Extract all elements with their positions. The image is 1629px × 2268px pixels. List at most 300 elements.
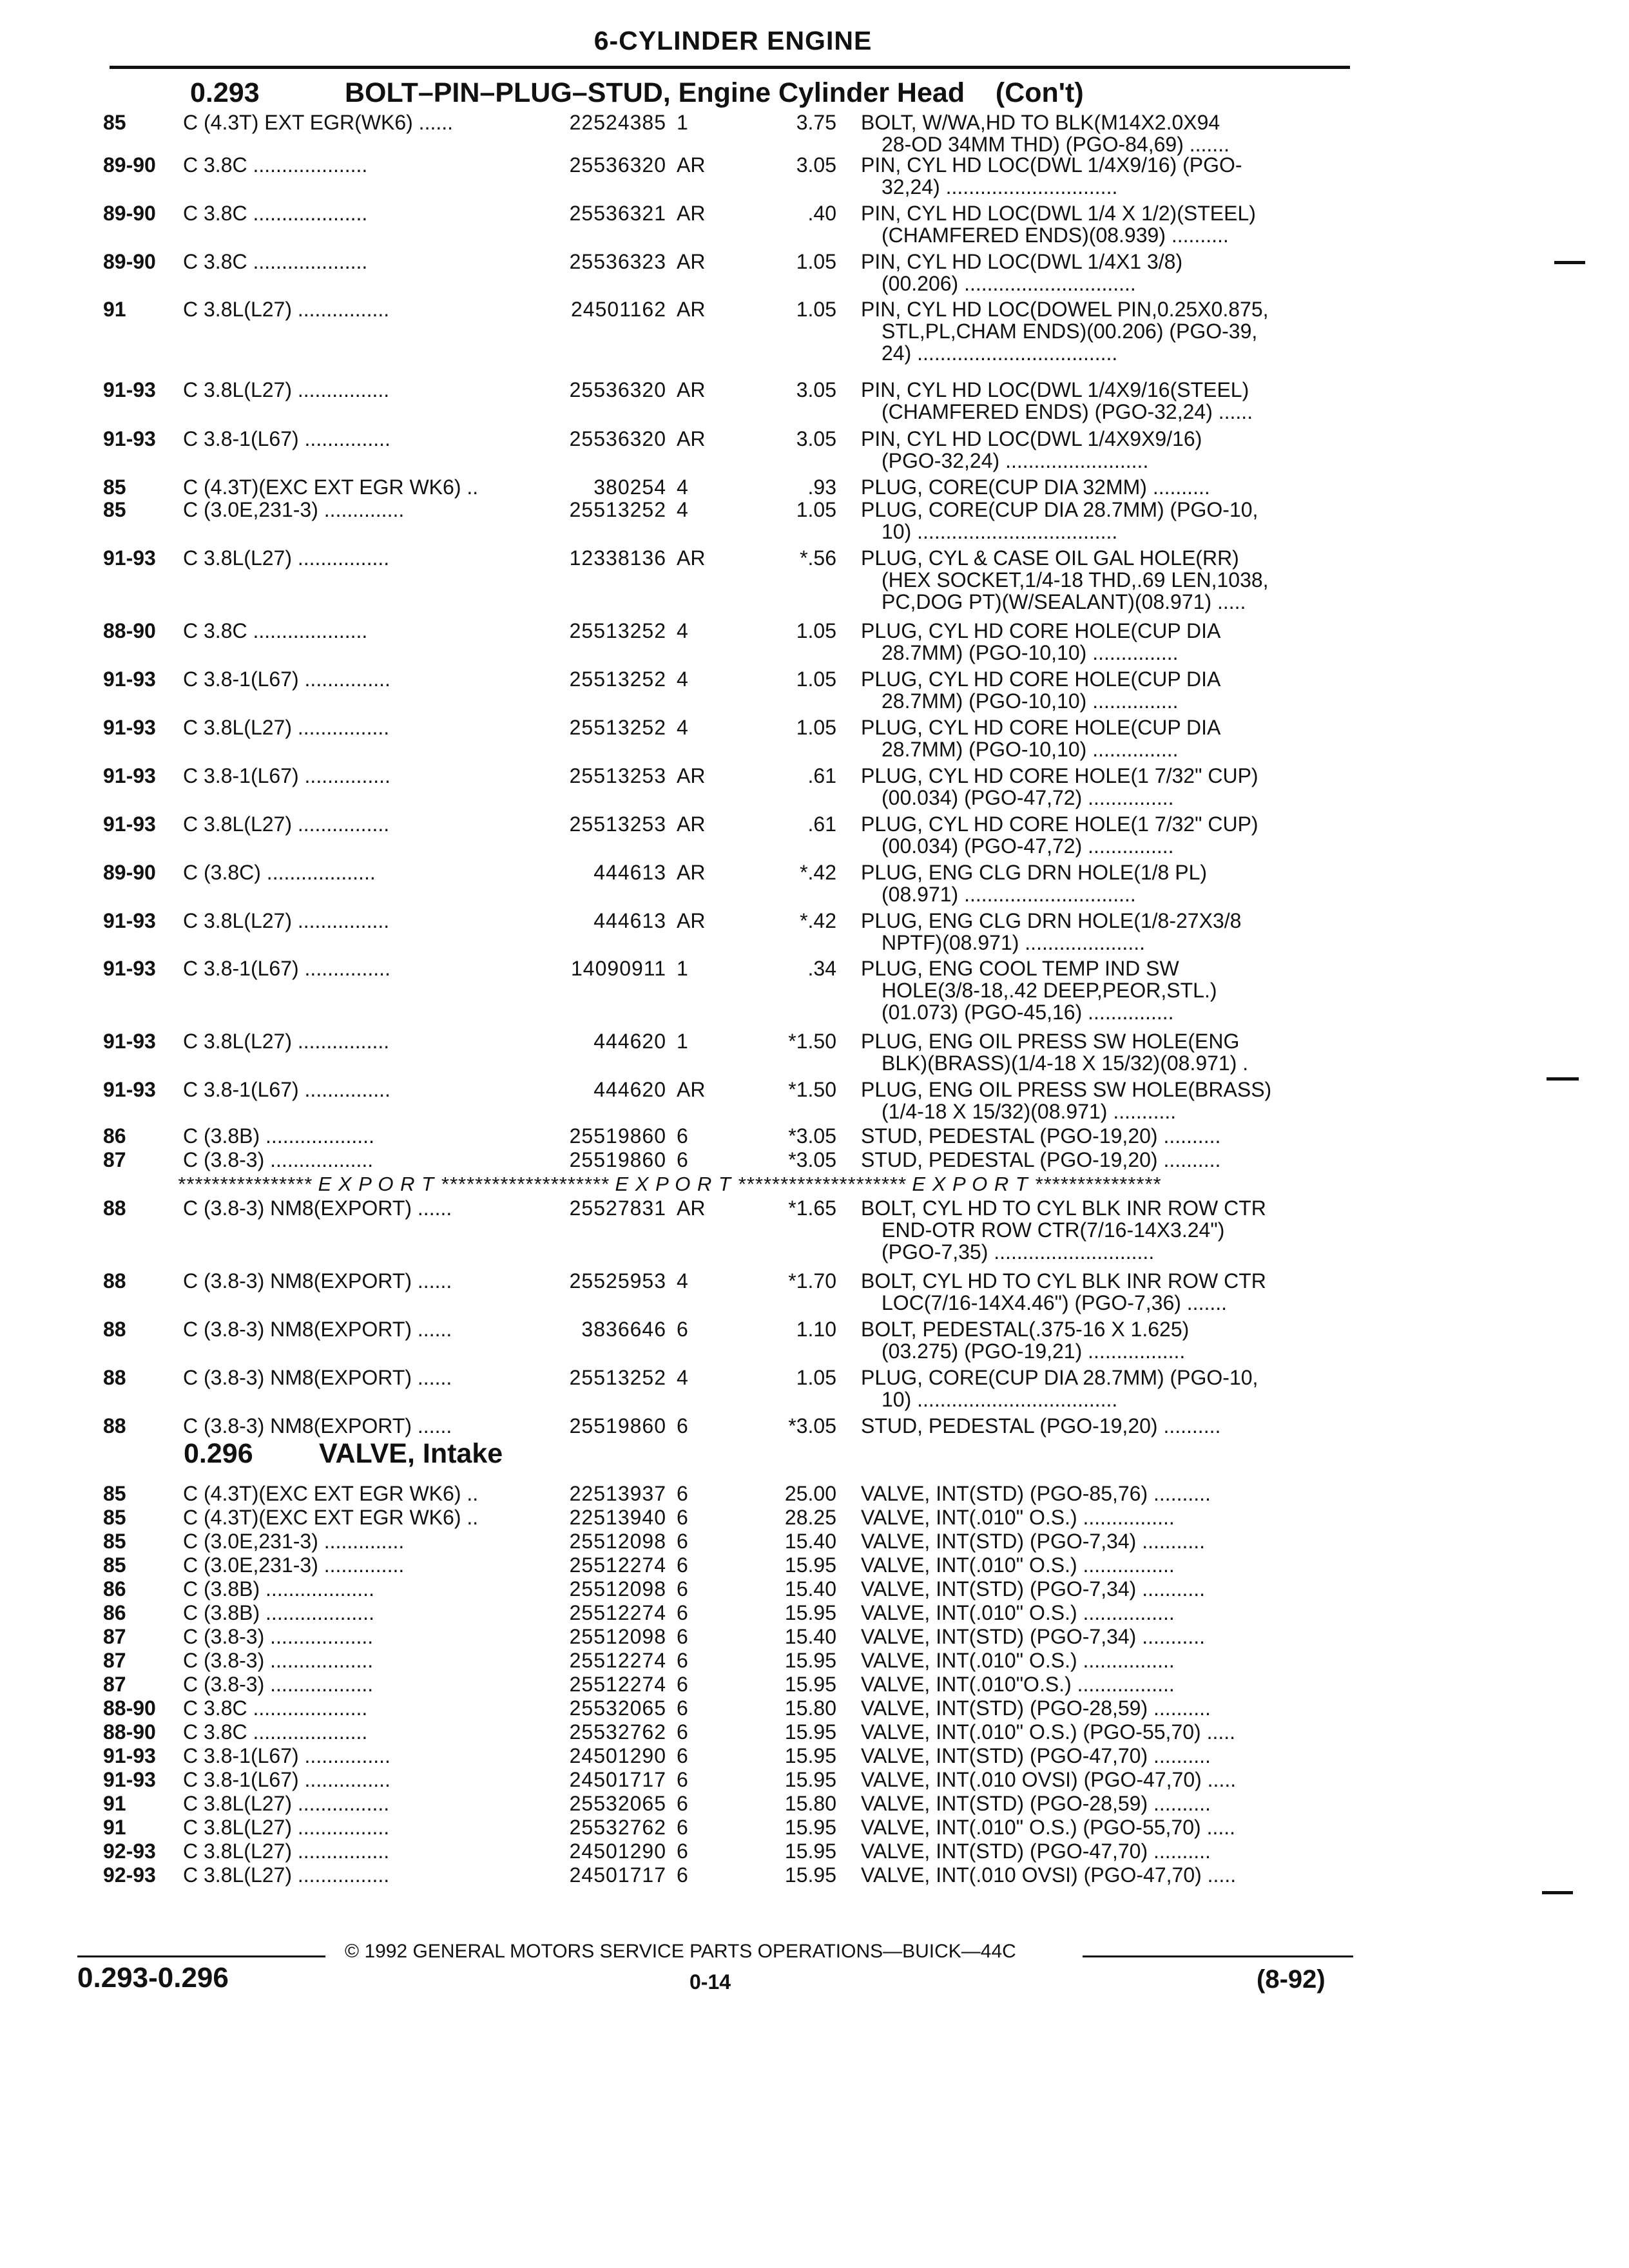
- quantity: 4: [677, 668, 688, 691]
- part-number: 25513252: [569, 716, 666, 739]
- price: 15.80: [784, 1696, 836, 1720]
- application: C 3.8L(L27) ................: [183, 716, 390, 739]
- part-number: 380254: [593, 476, 666, 499]
- description-line-2: 28.7MM) (PGO-10,10) ...............: [882, 689, 1179, 713]
- part-number: 25532065: [569, 1696, 666, 1720]
- price: 15.40: [784, 1625, 836, 1648]
- price: 1.05: [796, 619, 836, 642]
- application: C 3.8C ....................: [183, 153, 368, 177]
- quantity: 1: [677, 1030, 688, 1053]
- model-year: 88: [103, 1269, 126, 1293]
- section-title: BOLT–PIN–PLUG–STUD, Engine Cylinder Head: [345, 77, 965, 108]
- quantity: 4: [677, 716, 688, 739]
- price: 1.05: [796, 716, 836, 739]
- model-year: 88: [103, 1414, 126, 1437]
- price: *.42: [800, 861, 836, 884]
- description-line-2: (CHAMFERED ENDS) (PGO-32,24) ......: [882, 400, 1253, 423]
- description-line-3: (PGO-7,35) ............................: [882, 1240, 1155, 1264]
- description-line-2: BLK)(BRASS)(1/4-18 X 15/32)(08.971) .: [882, 1052, 1249, 1075]
- price: *1.50: [788, 1078, 836, 1101]
- application: C (3.8-3) ..................: [183, 1673, 374, 1696]
- price: *.42: [800, 909, 836, 932]
- part-number: 24501717: [569, 1768, 666, 1791]
- model-year: 85: [103, 476, 126, 499]
- application: C (3.8B) ...................: [183, 1124, 374, 1148]
- description-line-1: PLUG, CYL HD CORE HOLE(CUP DIA: [861, 716, 1221, 739]
- model-year: 92-93: [103, 1863, 156, 1887]
- application: C 3.8C ....................: [183, 202, 368, 225]
- price: 1.05: [796, 1366, 836, 1389]
- quantity: 6: [677, 1744, 688, 1767]
- part-number: 25513252: [569, 668, 666, 691]
- margin-mark: [1554, 261, 1585, 264]
- application: C 3.8-1(L67) ...............: [183, 1744, 390, 1767]
- quantity: AR: [677, 298, 706, 321]
- model-year: 91-93: [103, 668, 156, 691]
- description-line-1: VALVE, INT(.010" O.S.) (PGO-55,70) .....: [861, 1816, 1236, 1839]
- part-number: 25536320: [569, 153, 666, 177]
- description-line-1: PLUG, ENG OIL PRESS SW HOLE(BRASS): [861, 1078, 1272, 1101]
- price: *.56: [800, 546, 836, 570]
- quantity: AR: [677, 812, 706, 836]
- section-number: 0.296: [184, 1438, 253, 1469]
- description-line-1: VALVE, INT(STD) (PGO-28,59) ..........: [861, 1792, 1211, 1815]
- application: C (4.3T)(EXC EXT EGR WK6) ..: [183, 1506, 479, 1529]
- price: 3.05: [796, 378, 836, 401]
- quantity: 4: [677, 1269, 688, 1293]
- quantity: 6: [677, 1792, 688, 1815]
- quantity: 6: [677, 1720, 688, 1744]
- price: *3.05: [788, 1148, 836, 1171]
- application: C 3.8C ....................: [183, 250, 368, 273]
- application: C (4.3T)(EXC EXT EGR WK6) ..: [183, 476, 479, 499]
- application: C (3.8-3) NM8(EXPORT) ......: [183, 1414, 452, 1437]
- price: 1.10: [796, 1318, 836, 1341]
- quantity: 4: [677, 1366, 688, 1389]
- application: C 3.8C ....................: [183, 1720, 368, 1744]
- price: *3.05: [788, 1414, 836, 1437]
- application: C (3.0E,231-3) ..............: [183, 1530, 405, 1553]
- page-title: 6-CYLINDER ENGINE: [593, 26, 872, 55]
- model-year: 91: [103, 1792, 126, 1815]
- description-line-1: PLUG, CYL HD CORE HOLE(1 7/32" CUP): [861, 812, 1258, 836]
- application: C 3.8L(L27) ................: [183, 546, 390, 570]
- description-line-1: VALVE, INT(STD) (PGO-28,59) ..........: [861, 1696, 1211, 1720]
- part-number: 25512274: [569, 1601, 666, 1624]
- part-number: 12338136: [569, 546, 666, 570]
- section-title: VALVE, Intake: [319, 1438, 503, 1469]
- model-year: 89-90: [103, 861, 156, 884]
- application: C (3.8B) ...................: [183, 1577, 374, 1600]
- model-year: 91-93: [103, 1744, 156, 1767]
- application: C (3.8-3) NM8(EXPORT) ......: [183, 1269, 452, 1293]
- part-number: 25513252: [569, 619, 666, 642]
- description-line-1: BOLT, CYL HD TO CYL BLK INR ROW CTR: [861, 1269, 1266, 1293]
- price: .61: [807, 812, 836, 836]
- price: 15.95: [784, 1768, 836, 1791]
- price: .93: [807, 476, 836, 499]
- application: C 3.8L(L27) ................: [183, 1816, 390, 1839]
- description-line-2: 10) ...................................: [882, 520, 1118, 543]
- price: 15.95: [784, 1553, 836, 1577]
- description-line-1: PIN, CYL HD LOC(DWL 1/4X9X9/16): [861, 427, 1202, 450]
- part-number: 25513253: [569, 812, 666, 836]
- part-number: 22513940: [569, 1506, 666, 1529]
- part-number: 444613: [593, 861, 666, 884]
- part-number: 25536320: [569, 378, 666, 401]
- price: 15.95: [784, 1673, 836, 1696]
- description-line-2: NPTF)(08.971) .....................: [882, 931, 1145, 954]
- description-line-1: PLUG, CYL & CASE OIL GAL HOLE(RR): [861, 546, 1239, 570]
- description-line-1: PIN, CYL HD LOC(DWL 1/4X1 3/8): [861, 250, 1183, 273]
- description-line-2: (PGO-32,24) .........................: [882, 449, 1149, 472]
- application: C (3.8-3) NM8(EXPORT) ......: [183, 1318, 452, 1341]
- description-line-2: 28.7MM) (PGO-10,10) ...............: [882, 641, 1179, 664]
- part-number: 25525953: [569, 1269, 666, 1293]
- part-number: 25519860: [569, 1414, 666, 1437]
- description-line-1: VALVE, INT(.010" O.S.) ................: [861, 1649, 1175, 1672]
- application: C (4.3T) EXT EGR(WK6) ......: [183, 111, 454, 134]
- header-rule: [110, 66, 1350, 69]
- model-year: 91-93: [103, 427, 156, 450]
- price: 15.80: [784, 1792, 836, 1815]
- quantity: 6: [677, 1530, 688, 1553]
- application: C (3.8B) ...................: [183, 1601, 374, 1624]
- quantity: 6: [677, 1863, 688, 1887]
- description-line-2: (CHAMFERED ENDS)(08.939) ..........: [882, 224, 1229, 247]
- footer-rule-right: [1083, 1956, 1353, 1957]
- description-line-2: (1/4-18 X 15/32)(08.971) ...........: [882, 1100, 1177, 1123]
- price: 1.05: [796, 250, 836, 273]
- description-line-3: 24) ...................................: [882, 341, 1118, 365]
- part-number: 25512098: [569, 1577, 666, 1600]
- application: C 3.8L(L27) ................: [183, 1030, 390, 1053]
- part-number: 25536320: [569, 427, 666, 450]
- model-year: 92-93: [103, 1840, 156, 1863]
- application: C (3.8-3) ..................: [183, 1649, 374, 1672]
- price: 15.95: [784, 1816, 836, 1839]
- model-year: 91-93: [103, 1030, 156, 1053]
- model-year: 85: [103, 1553, 126, 1577]
- model-year: 85: [103, 111, 126, 134]
- quantity: 6: [677, 1482, 688, 1505]
- model-year: 88: [103, 1318, 126, 1341]
- application: C (4.3T)(EXC EXT EGR WK6) ..: [183, 1482, 479, 1505]
- model-year: 88-90: [103, 619, 156, 642]
- part-number: 444613: [593, 909, 666, 932]
- model-year: 91-93: [103, 1768, 156, 1791]
- section-heading-0293: [190, 77, 1084, 109]
- quantity: AR: [677, 153, 706, 177]
- part-number: 25512098: [569, 1625, 666, 1648]
- price: 15.95: [784, 1720, 836, 1744]
- model-year: 91-93: [103, 812, 156, 836]
- description-line-1: PIN, CYL HD LOC(DOWEL PIN,0.25X0.875,: [861, 298, 1269, 321]
- price: .40: [807, 202, 836, 225]
- application: C 3.8-1(L67) ...............: [183, 957, 390, 980]
- quantity: 1: [677, 111, 688, 134]
- quantity: AR: [677, 427, 706, 450]
- model-year: 85: [103, 1530, 126, 1553]
- model-year: 85: [103, 1506, 126, 1529]
- quantity: AR: [677, 764, 706, 787]
- application: C 3.8L(L27) ................: [183, 378, 390, 401]
- description-line-2: LOC(7/16-14X4.46") (PGO-7,36) .......: [882, 1291, 1228, 1314]
- quantity: 1: [677, 957, 688, 980]
- description-line-1: VALVE, INT(STD) (PGO-47,70) ..........: [861, 1744, 1211, 1767]
- part-number: 24501717: [569, 1863, 666, 1887]
- application: C (3.8-3) ..................: [183, 1148, 374, 1171]
- description-line-1: VALVE, INT(.010" O.S.) ................: [861, 1506, 1175, 1529]
- part-number: 444620: [593, 1030, 666, 1053]
- margin-mark: [1547, 1077, 1579, 1081]
- description-line-1: PLUG, CORE(CUP DIA 28.7MM) (PGO-10,: [861, 1366, 1258, 1389]
- model-year: 85: [103, 1482, 126, 1505]
- quantity: 6: [677, 1577, 688, 1600]
- application: C 3.8L(L27) ................: [183, 812, 390, 836]
- part-number: 25532065: [569, 1792, 666, 1815]
- description-line-1: VALVE, INT(STD) (PGO-7,34) ...........: [861, 1625, 1206, 1648]
- description-line-1: VALVE, INT(STD) (PGO-47,70) ..........: [861, 1840, 1211, 1863]
- price: *3.05: [788, 1124, 836, 1148]
- quantity: 6: [677, 1601, 688, 1624]
- part-number: 25532762: [569, 1816, 666, 1839]
- quantity: 6: [677, 1840, 688, 1863]
- description-line-1: VALVE, INT(STD) (PGO-7,34) ...........: [861, 1530, 1206, 1553]
- description-line-1: VALVE, INT(.010 OVSI) (PGO-47,70) .....: [861, 1768, 1237, 1791]
- description-line-1: BOLT, W/WA,HD TO BLK(M14X2.0X94: [861, 111, 1220, 134]
- application: C (3.8-3) ..................: [183, 1625, 374, 1648]
- price: *1.70: [788, 1269, 836, 1293]
- part-number: 25519860: [569, 1148, 666, 1171]
- model-year: 91: [103, 298, 126, 321]
- description-line-3: (01.073) (PGO-45,16) ...............: [882, 1001, 1174, 1024]
- part-number: 25532762: [569, 1720, 666, 1744]
- description-line-1: PLUG, ENG CLG DRN HOLE(1/8 PL): [861, 861, 1208, 884]
- footer-copyright: © 1992 GENERAL MOTORS SERVICE PARTS OPERATIONS—BUICK—44C: [345, 1941, 1016, 1962]
- part-number: 25513252: [569, 1366, 666, 1389]
- application: C 3.8-1(L67) ...............: [183, 1768, 390, 1791]
- description-line-2: (00.034) (PGO-47,72) ...............: [882, 834, 1174, 858]
- quantity: 4: [677, 476, 688, 499]
- price: 3.05: [796, 153, 836, 177]
- application: C (3.8-3) NM8(EXPORT) ......: [183, 1196, 452, 1220]
- model-year: 89-90: [103, 153, 156, 177]
- price: 3.05: [796, 427, 836, 450]
- part-number: 25512098: [569, 1530, 666, 1553]
- application: C (3.0E,231-3) ..............: [183, 1553, 405, 1577]
- description-line-1: STUD, PEDESTAL (PGO-19,20) ..........: [861, 1414, 1221, 1437]
- application: C 3.8-1(L67) ...............: [183, 668, 390, 691]
- quantity: 6: [677, 1414, 688, 1437]
- application: C 3.8C ....................: [183, 619, 368, 642]
- quantity: 6: [677, 1816, 688, 1839]
- price: *1.50: [788, 1030, 836, 1053]
- description-line-2: END-OTR ROW CTR(7/16-14X3.24"): [882, 1218, 1225, 1242]
- part-number: 25512274: [569, 1673, 666, 1696]
- description-line-1: VALVE, INT(STD) (PGO-7,34) ...........: [861, 1577, 1206, 1600]
- price: 1.05: [796, 668, 836, 691]
- model-year: 86: [103, 1601, 126, 1624]
- model-year: 88-90: [103, 1720, 156, 1744]
- price: 15.95: [784, 1863, 836, 1887]
- description-line-1: VALVE, INT(.010"O.S.) .................: [861, 1673, 1175, 1696]
- part-number: 22524385: [569, 111, 666, 134]
- model-year: 91-93: [103, 716, 156, 739]
- part-number: 24501290: [569, 1840, 666, 1863]
- description-line-1: VALVE, INT(.010" O.S.) ................: [861, 1553, 1175, 1577]
- footer-page-number: 0-14: [689, 1970, 731, 1994]
- description-line-2: HOLE(3/8-18,.42 DEEP,PEOR,STL.): [882, 979, 1217, 1002]
- quantity: 4: [677, 619, 688, 642]
- part-number: 25512274: [569, 1649, 666, 1672]
- description-line-1: BOLT, PEDESTAL(.375-16 X 1.625): [861, 1318, 1190, 1341]
- application: C (3.8-3) NM8(EXPORT) ......: [183, 1366, 452, 1389]
- price: 15.95: [784, 1840, 836, 1863]
- description-line-1: PLUG, ENG COOL TEMP IND SW: [861, 957, 1179, 980]
- quantity: AR: [677, 378, 706, 401]
- description-line-1: PLUG, ENG CLG DRN HOLE(1/8-27X3/8: [861, 909, 1242, 932]
- application: C 3.8L(L27) ................: [183, 1863, 390, 1887]
- price: 15.40: [784, 1577, 836, 1600]
- model-year: 85: [103, 498, 126, 521]
- price: 28.25: [784, 1506, 836, 1529]
- model-year: 89-90: [103, 250, 156, 273]
- quantity: 6: [677, 1649, 688, 1672]
- price: 15.95: [784, 1649, 836, 1672]
- description-line-2: (00.206) ..............................: [882, 272, 1136, 295]
- model-year: 91: [103, 1816, 126, 1839]
- description-line-1: PLUG, CYL HD CORE HOLE(CUP DIA: [861, 619, 1221, 642]
- application: C 3.8-1(L67) ...............: [183, 764, 390, 787]
- quantity: 6: [677, 1768, 688, 1791]
- description-line-1: PIN, CYL HD LOC(DWL 1/4 X 1/2)(STEEL): [861, 202, 1256, 225]
- description-line-1: BOLT, CYL HD TO CYL BLK INR ROW CTR: [861, 1196, 1266, 1220]
- price: 15.40: [784, 1530, 836, 1553]
- quantity: 6: [677, 1506, 688, 1529]
- description-line-2: (HEX SOCKET,1/4-18 THD,.69 LEN,1038,: [882, 568, 1269, 591]
- application: C 3.8-1(L67) ...............: [183, 427, 390, 450]
- application: C 3.8L(L27) ................: [183, 1792, 390, 1815]
- part-number: 25536323: [569, 250, 666, 273]
- footer-date-code: (8-92): [1257, 1965, 1325, 1994]
- model-year: 86: [103, 1577, 126, 1600]
- footer-section-range: 0.293-0.296: [77, 1962, 229, 1994]
- model-year: 88: [103, 1196, 126, 1220]
- quantity: AR: [677, 909, 706, 932]
- application: C 3.8-1(L67) ...............: [183, 1078, 390, 1101]
- description-line-2: (00.034) (PGO-47,72) ...............: [882, 786, 1174, 809]
- part-number: 25512274: [569, 1553, 666, 1577]
- model-year: 91-93: [103, 909, 156, 932]
- description-line-1: PLUG, CORE(CUP DIA 32MM) ..........: [861, 476, 1210, 499]
- description-line-2: 32,24) ..............................: [882, 175, 1118, 198]
- section-number: 0.293: [190, 77, 260, 108]
- description-line-1: PLUG, CYL HD CORE HOLE(CUP DIA: [861, 668, 1221, 691]
- price: 15.95: [784, 1744, 836, 1767]
- price: .61: [807, 764, 836, 787]
- description-line-2: (03.275) (PGO-19,21) .................: [882, 1340, 1186, 1363]
- description-line-1: PIN, CYL HD LOC(DWL 1/4X9/16(STEEL): [861, 378, 1249, 401]
- description-line-1: STUD, PEDESTAL (PGO-19,20) ..........: [861, 1148, 1221, 1171]
- price: 25.00: [784, 1482, 836, 1505]
- application: C 3.8C ....................: [183, 1696, 368, 1720]
- part-number: 25519860: [569, 1124, 666, 1148]
- part-number: 24501162: [571, 298, 666, 321]
- application: C 3.8L(L27) ................: [183, 1840, 390, 1863]
- quantity: 6: [677, 1318, 688, 1341]
- description-line-1: VALVE, INT(.010" O.S.) ................: [861, 1601, 1175, 1624]
- description-line-2: (08.971) ..............................: [882, 883, 1136, 906]
- description-line-2: 28.7MM) (PGO-10,10) ...............: [882, 738, 1179, 761]
- model-year: 91-93: [103, 957, 156, 980]
- description-line-1: PLUG, CORE(CUP DIA 28.7MM) (PGO-10,: [861, 498, 1258, 521]
- quantity: 6: [677, 1124, 688, 1148]
- model-year: 88: [103, 1366, 126, 1389]
- description-line-1: VALVE, INT(.010" O.S.) (PGO-55,70) .....: [861, 1720, 1236, 1744]
- part-number: 25527831: [569, 1196, 666, 1220]
- price: 3.75: [796, 111, 836, 134]
- part-number: 25536321: [569, 202, 666, 225]
- quantity: AR: [677, 1078, 706, 1101]
- model-year: 88-90: [103, 1696, 156, 1720]
- model-year: 91-93: [103, 546, 156, 570]
- application: C (3.8C) ...................: [183, 861, 376, 884]
- quantity: AR: [677, 250, 706, 273]
- quantity: 6: [677, 1625, 688, 1648]
- quantity: 4: [677, 498, 688, 521]
- part-number: 3836646: [581, 1318, 666, 1341]
- part-number: 24501290: [569, 1744, 666, 1767]
- part-number: 25513253: [569, 764, 666, 787]
- model-year: 89-90: [103, 202, 156, 225]
- description-line-1: PLUG, CYL HD CORE HOLE(1 7/32" CUP): [861, 764, 1258, 787]
- price: .34: [807, 957, 836, 980]
- model-year: 91-93: [103, 1078, 156, 1101]
- quantity: AR: [677, 202, 706, 225]
- description-line-2: 10) ...................................: [882, 1388, 1118, 1411]
- footer-rule-left: [77, 1956, 325, 1957]
- quantity: 6: [677, 1553, 688, 1577]
- section-heading-0296: [184, 1438, 503, 1470]
- application: C 3.8L(L27) ................: [183, 909, 390, 932]
- description-line-2: 28-OD 34MM THD) (PGO-84,69) .......: [882, 133, 1229, 156]
- part-number: 14090911: [571, 957, 666, 980]
- price: 15.95: [784, 1601, 836, 1624]
- model-year: 87: [103, 1148, 126, 1171]
- model-year: 87: [103, 1649, 126, 1672]
- quantity: AR: [677, 1196, 706, 1220]
- description-line-2: STL,PL,CHAM ENDS)(00.206) (PGO-39,: [882, 320, 1258, 343]
- description-line-1: STUD, PEDESTAL (PGO-19,20) ..........: [861, 1124, 1221, 1148]
- application: C (3.0E,231-3) ..............: [183, 498, 405, 521]
- quantity: 6: [677, 1673, 688, 1696]
- quantity: AR: [677, 546, 706, 570]
- description-line-1: VALVE, INT(.010 OVSI) (PGO-47,70) .....: [861, 1863, 1237, 1887]
- description-line-1: PIN, CYL HD LOC(DWL 1/4X9/16) (PGO-: [861, 153, 1242, 177]
- price: 1.05: [796, 298, 836, 321]
- quantity: AR: [677, 861, 706, 884]
- export-banner: **************** E X P O R T ******************** E X P O R T ******************** E X P O R T ***************: [177, 1173, 1161, 1195]
- description-line-3: PC,DOG PT)(W/SEALANT)(08.971) .....: [882, 590, 1246, 613]
- description-line-1: VALVE, INT(STD) (PGO-85,76) ..........: [861, 1482, 1211, 1505]
- model-year: 86: [103, 1124, 126, 1148]
- quantity: 6: [677, 1696, 688, 1720]
- model-year: 91-93: [103, 764, 156, 787]
- model-year: 87: [103, 1673, 126, 1696]
- model-year: 87: [103, 1625, 126, 1648]
- price: *1.65: [788, 1196, 836, 1220]
